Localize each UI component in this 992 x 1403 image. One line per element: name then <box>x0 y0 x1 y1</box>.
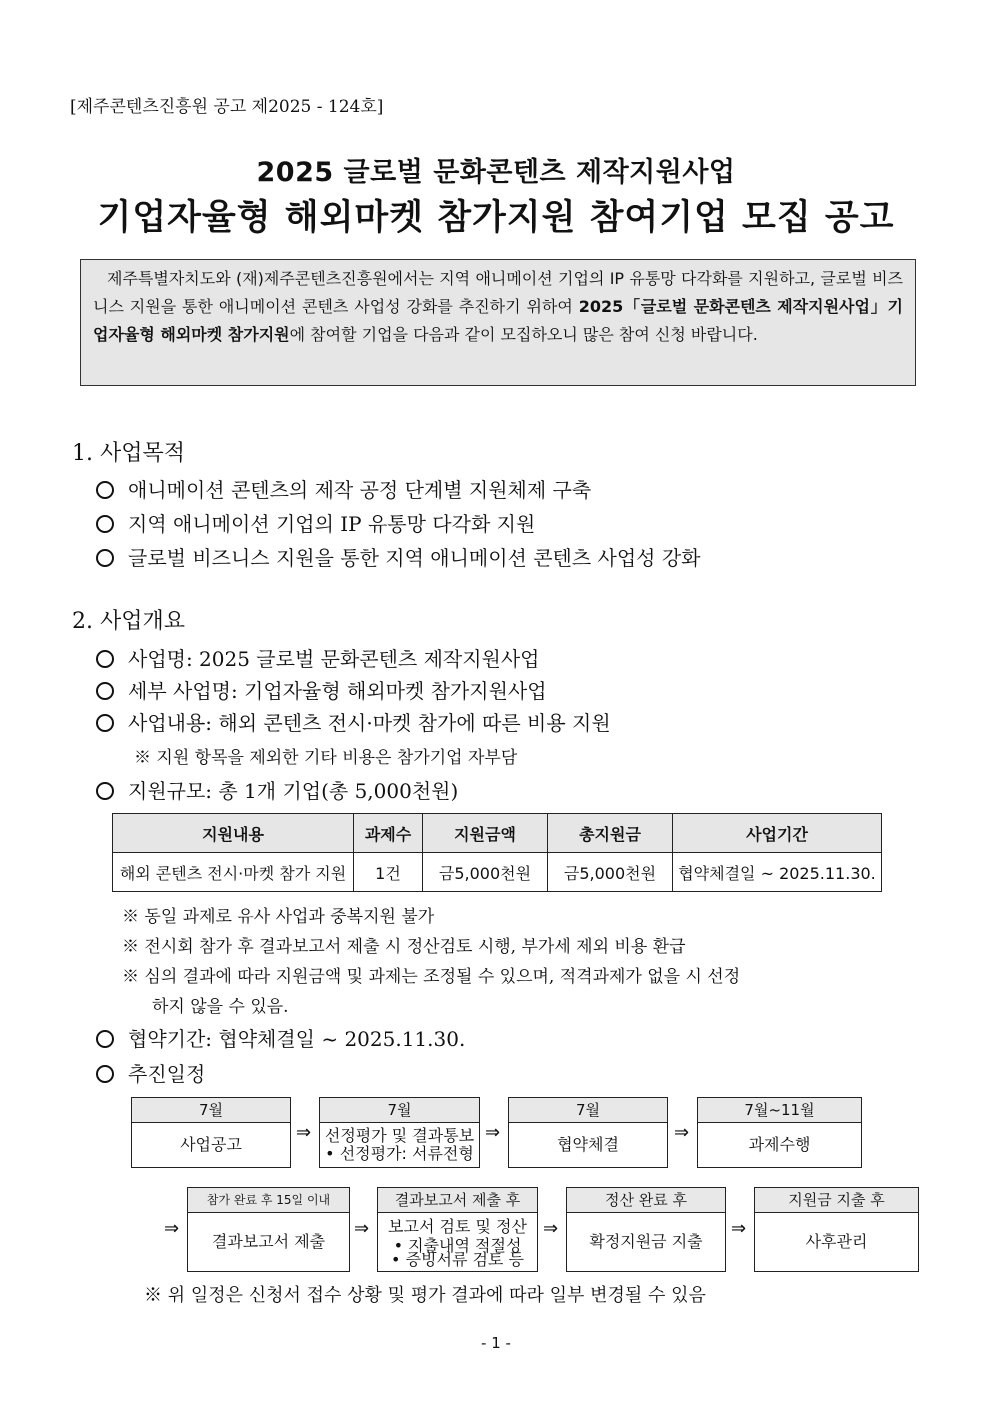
circle-bullet-icon <box>96 714 114 732</box>
table-header: 지원내용 <box>113 814 354 853</box>
intro-box <box>80 259 916 386</box>
circle-bullet-icon <box>96 515 114 533</box>
step-what: 결과보고서 제출 <box>211 1232 326 1251</box>
detail-business-name: 세부 사업명: 기업자율형 해외마켓 참가지원사업 <box>96 675 547 704</box>
step-when: 7월 <box>132 1098 290 1123</box>
step-what: 확정지원금 지출 <box>589 1232 703 1251</box>
schedule-step-followup <box>754 1187 919 1272</box>
table-note-1: ※ 동일 과제로 유사 사업과 중복지원 불가 <box>122 907 435 927</box>
step-what: 협약체결 <box>557 1135 619 1154</box>
step-when: 참가 완료 후 15일 이내 <box>188 1188 349 1213</box>
purpose-item-1: 애니메이션 콘텐츠의 제작 공정 단계별 지원체제 구축 <box>96 474 591 503</box>
step-when: 7월 <box>320 1098 479 1123</box>
step-when: 7월 <box>509 1098 667 1123</box>
step-when: 7월~11월 <box>698 1098 861 1123</box>
content-note: ※ 지원 항목을 제외한 기타 비용은 참가기업 자부담 <box>134 748 518 768</box>
support-scale: 지원규모: 총 1개 기업(총 5,000천원) <box>96 775 458 804</box>
step-sub: • 지출내역 적절성 <box>393 1236 522 1255</box>
schedule-heading: 추진일정 <box>96 1058 205 1087</box>
table-header: 총지원금 <box>548 814 673 853</box>
intro-part2: 에 참여할 기업을 다음과 같이 모집하오니 많은 참여 신청 바랍니다. <box>289 325 758 344</box>
table-cell: 금5,000천원 <box>423 853 548 892</box>
circle-bullet-icon <box>96 782 114 800</box>
intro-bold: 2025「글로벌 문화콘텐츠 제작지원사업」기업자율형 해외마켓 참가지원 <box>93 297 904 344</box>
arrow-icon: ⇒ <box>485 1122 501 1143</box>
arrow-icon: ⇒ <box>674 1122 690 1143</box>
business-content: 사업내용: 해외 콘텐츠 전시·마켓 참가에 따른 비용 지원 <box>96 707 611 736</box>
table-note-2: ※ 전시회 참가 후 결과보고서 제출 시 정산검토 시행, 부가세 제외 비용 환급 <box>122 937 686 957</box>
table-cell: 1건 <box>354 853 423 892</box>
purpose-item-3: 글로벌 비즈니스 지원을 통한 지역 애니메이션 콘텐츠 사업성 강화 <box>96 542 701 571</box>
intro-part1: 제주특별자치도와 (재)제주콘텐츠진흥원에서는 지역 애니메이션 기업의 IP 유통망 다각화를 지원하고, 글로벌 비즈니스 지원을 통한 애니메이션 콘텐츠 사업성 강화를 추진하기 위하여 <box>93 269 903 316</box>
table-header-row <box>113 814 882 853</box>
step-when: 정산 완료 후 <box>567 1188 725 1213</box>
title-line-2: 기업자율형 해외마켓 참가지원 참여기업 모집 공고 <box>97 198 895 238</box>
table-row <box>113 853 882 892</box>
table-header: 지원금액 <box>423 814 548 853</box>
schedule-step-selection <box>319 1097 480 1168</box>
table-note-4: 하지 않을 수 있음. <box>152 997 289 1017</box>
step-sub: • 증빙서류 검토 등 <box>391 1250 524 1269</box>
title-line-1: 2025 글로벌 문화콘텐츠 제작지원사업 <box>256 157 736 188</box>
table-cell: 협약체결일 ~ 2025.11.30. <box>673 853 882 892</box>
schedule-step-announce <box>131 1097 291 1168</box>
arrow-icon: ⇒ <box>731 1218 747 1239</box>
purpose-item-2: 지역 애니메이션 기업의 IP 유통망 다각화 지원 <box>96 508 535 537</box>
step-what: 사업공고 <box>180 1135 242 1154</box>
schedule-step-payment <box>566 1187 726 1272</box>
step-what: 과제수행 <box>748 1135 811 1154</box>
step-when: 결과보고서 제출 후 <box>378 1188 537 1213</box>
circle-bullet-icon <box>96 682 114 700</box>
agreement-period: 협약기간: 협약체결일 ~ 2025.11.30. <box>96 1023 465 1052</box>
schedule-step-settlement <box>377 1187 538 1272</box>
step-what: 선정평가 및 결과통보 <box>324 1126 475 1145</box>
table-cell: 금5,000천원 <box>548 853 673 892</box>
table-header: 과제수 <box>354 814 423 853</box>
circle-bullet-icon <box>96 1065 114 1083</box>
table-note-3: ※ 심의 결과에 따라 지원금액 및 과제는 조정될 수 있으며, 적격과제가 없을 시 선정 <box>122 967 741 987</box>
step-what: 보고서 검토 및 정산 <box>388 1217 527 1236</box>
table-header: 사업기간 <box>673 814 882 853</box>
step-sub: • 선정평가: 서류전형 <box>325 1144 474 1163</box>
section2-heading: 2. 사업개요 <box>72 609 185 634</box>
arrow-icon: ⇒ <box>354 1218 370 1239</box>
table-cell: 해외 콘텐츠 전시·마켓 참가 지원 <box>113 853 354 892</box>
support-table <box>112 813 882 892</box>
arrow-icon: ⇒ <box>164 1218 180 1239</box>
notice-number: [제주콘텐츠진흥원 공고 제2025 - 124호] <box>70 97 384 117</box>
arrow-icon: ⇒ <box>543 1218 559 1239</box>
circle-bullet-icon <box>96 481 114 499</box>
page-number: - 1 - <box>481 1334 511 1352</box>
schedule-step-report <box>187 1187 350 1272</box>
step-what: 사후관리 <box>805 1232 868 1251</box>
arrow-icon: ⇒ <box>296 1122 312 1143</box>
section1-heading: 1. 사업목적 <box>72 441 185 466</box>
circle-bullet-icon <box>96 1030 114 1048</box>
step-when: 지원금 지출 후 <box>755 1188 918 1213</box>
schedule-step-agreement <box>508 1097 668 1168</box>
circle-bullet-icon <box>96 549 114 567</box>
business-name: 사업명: 2025 글로벌 문화콘텐츠 제작지원사업 <box>96 643 540 672</box>
schedule-step-execution <box>697 1097 862 1168</box>
circle-bullet-icon <box>96 650 114 668</box>
schedule-note: ※ 위 일정은 신청서 접수 상황 및 평가 결과에 따라 일부 변경될 수 있음 <box>144 1285 706 1306</box>
